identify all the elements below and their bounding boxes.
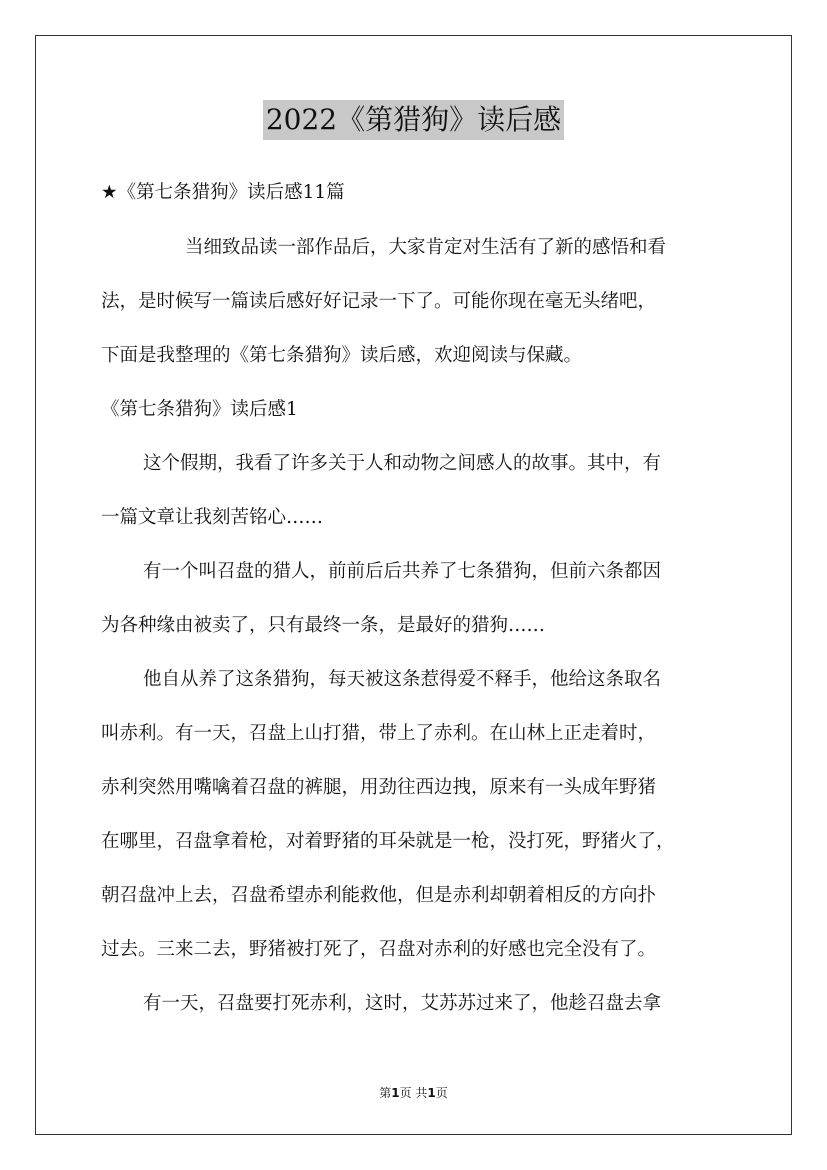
paragraph-line: 为各种缘由被卖了，只有最终一条，是最好的猎狗…… <box>101 615 546 636</box>
paragraph-line: 过去。三来二去，野猪被打死了，召盘对赤利的好感也完全没有了。 <box>101 939 657 960</box>
footer-page-prefix: 第 <box>379 1086 392 1100</box>
paragraph-line: 一篇文章让我刻苦铭心…… <box>101 507 324 528</box>
title-container <box>0 100 827 140</box>
paragraph-line: 当细致品读一部作品后，大家肯定对生活有了新的感悟和看 <box>185 237 667 258</box>
document-title: 2022《第猎狗》读后感 <box>263 100 564 140</box>
paragraph-line: 法，是时候写一篇读后感好好记录一下了。可能你现在毫无头绪吧， <box>101 291 657 312</box>
paragraph-line: 朝召盘冲上去，召盘希望赤利能救他，但是赤利却朝着相反的方向扑 <box>101 885 657 906</box>
paragraph-line: 赤利突然用嘴噙着召盘的裤腿，用劲往西边拽，原来有一头成年野猪 <box>101 777 657 798</box>
paragraph-line: 有一个叫召盘的猎人，前前后后共养了七条猎狗，但前六条都因 <box>143 561 662 582</box>
footer-page-number: 1 <box>391 1086 400 1100</box>
paragraph-line: 下面是我整理的《第七条猎狗》读后感，欢迎阅读与保藏。 <box>101 345 583 366</box>
paragraph-line: 这个假期，我看了许多关于人和动物之间感人的故事。其中，有 <box>143 453 662 474</box>
star-icon: ★ <box>101 182 118 203</box>
section-heading: 《第七条猎狗》读后感1 <box>101 399 298 420</box>
paragraph-line: 他自从养了这条猎狗，每天被这条惹得爱不释手，他给这条取名 <box>143 669 662 690</box>
footer-page-suffix: 页 <box>435 1086 448 1100</box>
footer-page-mid: 页 共 <box>399 1086 428 1100</box>
subtitle-text: 《第七条猎狗》读后感11篇 <box>117 182 345 203</box>
paragraph-line: 在哪里，召盘拿着枪，对着野猪的耳朵就是一枪，没打死，野猪火了， <box>101 831 675 852</box>
paragraph-line: 叫赤利。有一天，召盘上山打猎，带上了赤利。在山林上正走着时， <box>101 723 657 744</box>
paragraph-line: 有一天，召盘要打死赤利，这时，艾苏苏过来了，他趁召盘去拿 <box>143 993 662 1014</box>
footer-page-total: 1 <box>427 1086 436 1100</box>
page-footer <box>0 1084 827 1101</box>
subtitle-line <box>101 181 345 205</box>
